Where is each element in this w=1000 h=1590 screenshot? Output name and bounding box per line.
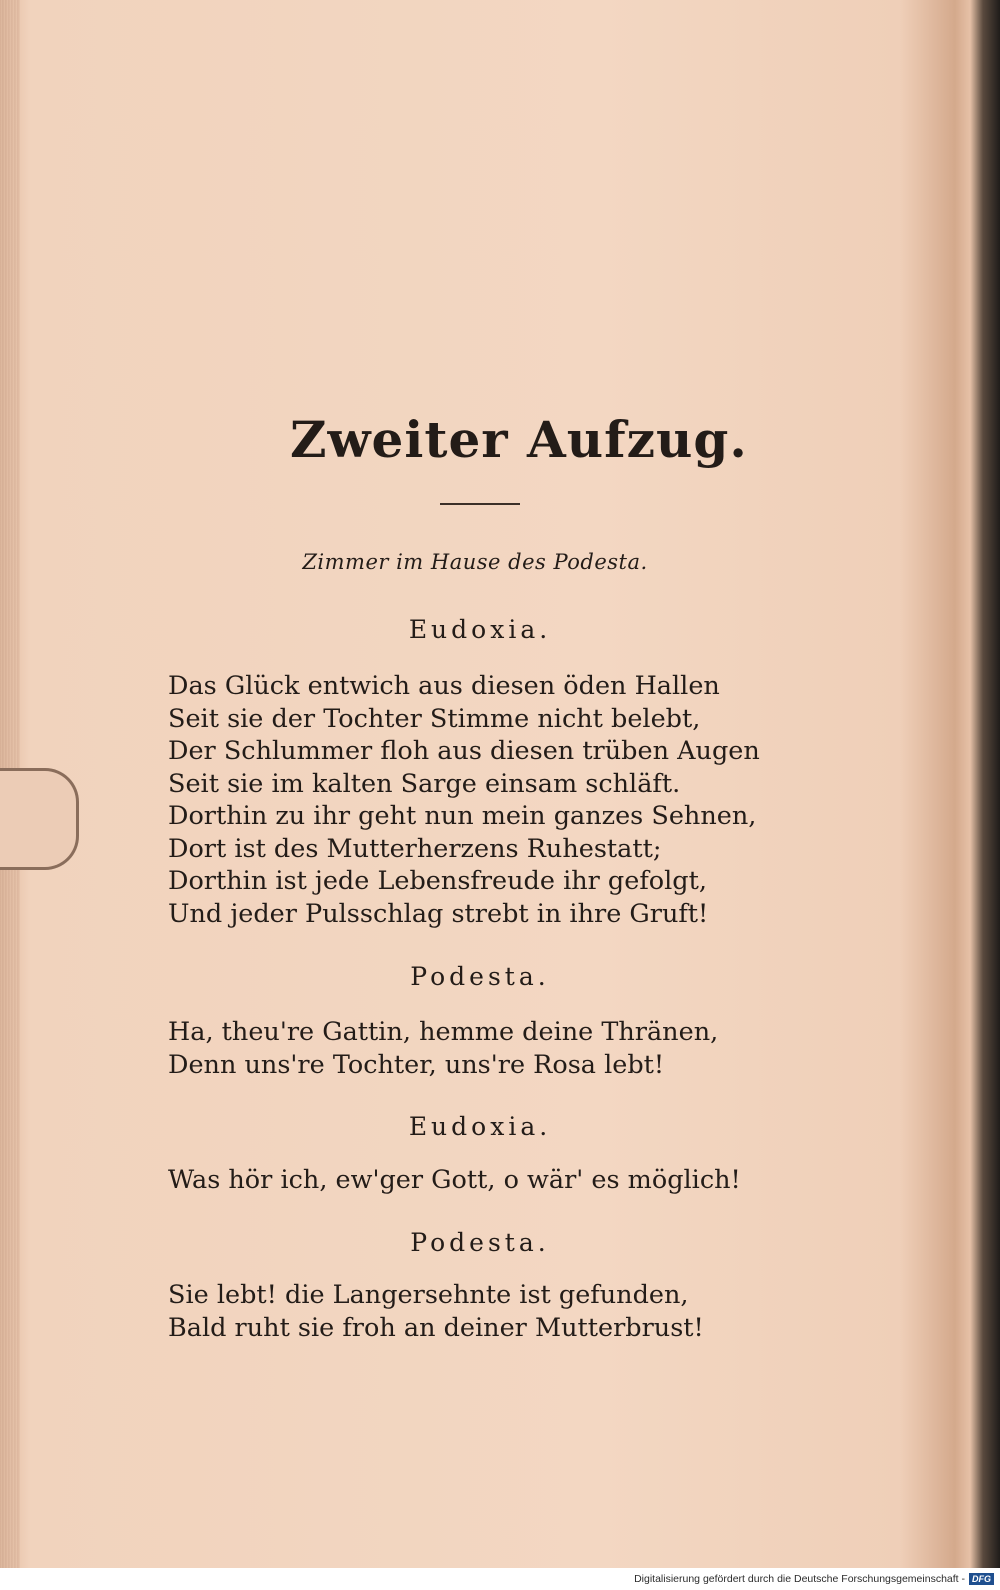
verse-line: Das Glück entwich aus diesen öden Hallen	[168, 671, 720, 701]
speaker-name: Podesta.	[410, 1228, 550, 1257]
verse-line: Seit sie der Tochter Stimme nicht belebt,	[168, 703, 701, 734]
verse-line: Was hör ich, ew'ger Gott, o wär' es möglich!	[168, 1165, 741, 1195]
verse-line: Seit sie im kalten Sarge einsam schläft.	[168, 768, 681, 799]
verse-line: Und jeder Pulsschlag strebt in ihre Gruft!	[168, 898, 709, 929]
verse-block	[168, 670, 788, 930]
speaker-name: Eudoxia.	[408, 615, 552, 644]
digitization-footer	[0, 1568, 1000, 1590]
verse-line: Dorthin ist jede Lebensfreude ihr gefolgt,	[168, 866, 707, 896]
act-title: Zweiter Aufzug.	[290, 410, 748, 469]
verse-block	[168, 1164, 788, 1197]
funding-credit: Digitalisierung gefördert durch die Deutsche Forschungsgemeinschaft -	[634, 1573, 965, 1585]
verse-line: Ha, theu're Gattin, hemme deine Thränen,	[168, 1017, 719, 1047]
thumb-tab-cutout	[0, 768, 79, 870]
verse-line: Bald ruht sie froh an deiner Mutterbrust!	[168, 1312, 704, 1343]
verse-block	[168, 1279, 788, 1344]
speaker-name: Podesta.	[410, 962, 550, 991]
dfg-logo: DFG	[969, 1573, 994, 1585]
verse-line: Der Schlummer floh aus diesen trüben Augen	[168, 736, 760, 766]
title-divider	[440, 503, 520, 505]
verse-line: Dort ist des Mutterherzens Ruhestatt;	[168, 833, 662, 864]
verse-line: Dorthin zu ihr geht nun mein ganzes Sehnen,	[168, 801, 757, 831]
verse-block	[168, 1016, 788, 1081]
verse-line: Denn uns're Tochter, uns're Rosa lebt!	[168, 1049, 665, 1080]
scene-setting: Zimmer im Hause des Podesta.	[302, 550, 648, 574]
verse-line: Sie lebt! die Langersehnte ist gefunden,	[168, 1280, 689, 1310]
speaker-name: Eudoxia.	[408, 1112, 552, 1141]
